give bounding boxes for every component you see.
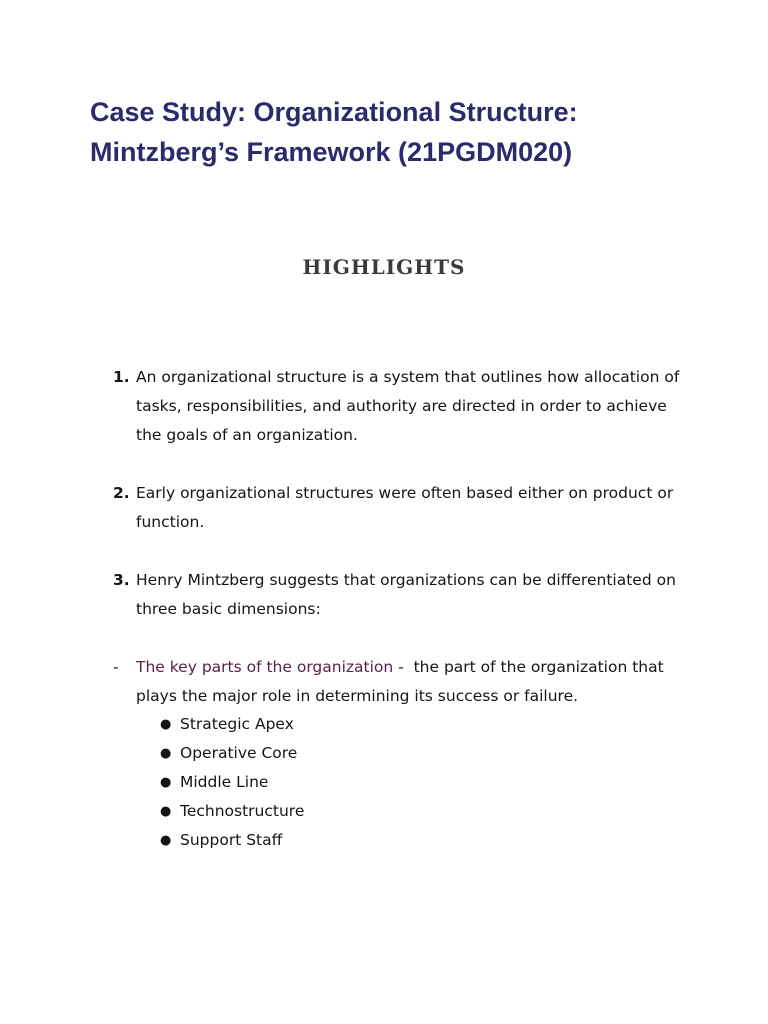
list-item-label: Operative Core bbox=[180, 744, 298, 762]
bullet-icon: ● bbox=[160, 717, 172, 732]
list-item-label: Strategic Apex bbox=[180, 715, 294, 733]
item-text: Early organizational structures were often based either on product or function. bbox=[136, 484, 674, 531]
document-title bbox=[90, 92, 690, 172]
bullet-icon: ● bbox=[160, 775, 172, 790]
bullet-icon: ● bbox=[160, 833, 172, 848]
list-item-label: Middle Line bbox=[180, 773, 269, 791]
highlight-item-2 bbox=[113, 479, 693, 537]
highlight-item-3 bbox=[113, 566, 693, 624]
highlights-heading: HIGHLIGHTS bbox=[302, 255, 466, 279]
list-item bbox=[158, 739, 304, 768]
item-text: An organizational structure is a system that outlines how allocation of tasks, responsibilities, and authority are directed in order to achieve the goals of an organization. bbox=[136, 368, 680, 444]
title-line-1: Case Study: Organizational Structure: bbox=[90, 97, 578, 127]
item-number: 2. bbox=[113, 484, 130, 502]
dimension-term: The key parts of the organization bbox=[136, 658, 394, 676]
dimension-item bbox=[113, 653, 693, 711]
title-line-2: Mintzberg’s Framework (21PGDM020) bbox=[90, 137, 573, 167]
dimension-description: the part of the organization that plays the major role in determining its success or failure. bbox=[136, 658, 664, 705]
list-item bbox=[158, 826, 304, 855]
dash-marker: - bbox=[113, 658, 119, 676]
bullet-icon: ● bbox=[160, 804, 172, 819]
list-item bbox=[158, 768, 304, 797]
list-item bbox=[158, 797, 304, 826]
key-parts-list bbox=[158, 710, 304, 855]
item-number: 3. bbox=[113, 571, 130, 589]
dimension-separator: - bbox=[393, 658, 414, 676]
highlight-item-1 bbox=[113, 363, 693, 450]
list-item-label: Technostructure bbox=[180, 802, 305, 820]
dimension-text bbox=[136, 653, 693, 711]
item-text: Henry Mintzberg suggests that organizations can be differentiated on three basic dimensions: bbox=[136, 571, 676, 618]
bullet-icon: ● bbox=[160, 746, 172, 761]
list-item-label: Support Staff bbox=[180, 831, 283, 849]
item-number: 1. bbox=[113, 368, 130, 386]
list-item bbox=[158, 710, 304, 739]
